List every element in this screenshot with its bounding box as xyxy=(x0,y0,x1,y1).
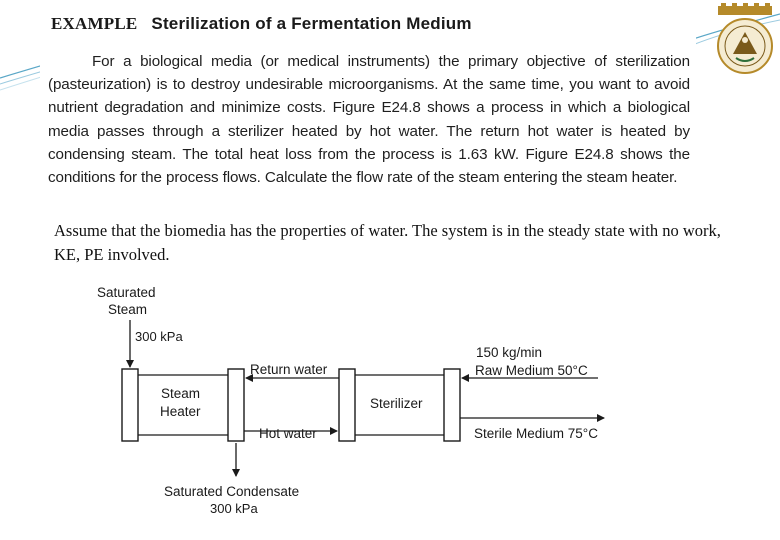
condensate-label-line2: 300 kPa xyxy=(210,501,258,516)
sterilizer-label: Sterilizer xyxy=(370,396,423,411)
example-title: Sterilization of a Fermentation Medium xyxy=(151,14,472,33)
steam-label-line2: Steam xyxy=(108,302,148,317)
hot-water-label: Hot water xyxy=(259,426,317,441)
heater-label-line1: Steam xyxy=(161,386,201,401)
assumption-text: Assume that the biomedia has the properties of water. The system is in the steady state with no work, KE, PE involved. xyxy=(54,221,721,264)
steam-label-line1: Saturated xyxy=(97,285,156,300)
steam-heater-left-plate xyxy=(122,369,138,441)
steam-pressure-label: 300 kPa xyxy=(135,329,183,344)
example-problem-text: For a biological media (or medical instruments) the primary objective of sterilization (pasteurization) is to destroy undesirable microorganisms. At the same time, you want to avoid nutrient degradation and minimize costs. Figure E24.8 shows a process in which a biological media passes through a sterilizer heated by hot water. The return hot water is heated by condensing steam. The total heat loss from the process is 1.63 kW. Figure E24.8 shows the conditions for the process flows. Calculate the flow rate of the steam entering the steam heater. xyxy=(48,53,690,187)
sterilizer-left-plate xyxy=(339,369,355,441)
sterilizer-right-plate xyxy=(444,369,460,441)
heater-label-line2: Heater xyxy=(160,404,201,419)
raw-medium-label: Raw Medium 50°C xyxy=(475,363,588,378)
return-water-label: Return water xyxy=(250,362,328,377)
flow-rate-label: 150 kg/min xyxy=(476,345,543,360)
sterile-medium-label: Sterile Medium 75°C xyxy=(474,426,598,441)
condensate-label-line1: Saturated Condensate xyxy=(164,484,300,499)
example-label: EXAMPLE xyxy=(51,14,138,33)
steam-heater-right-plate xyxy=(228,369,244,441)
